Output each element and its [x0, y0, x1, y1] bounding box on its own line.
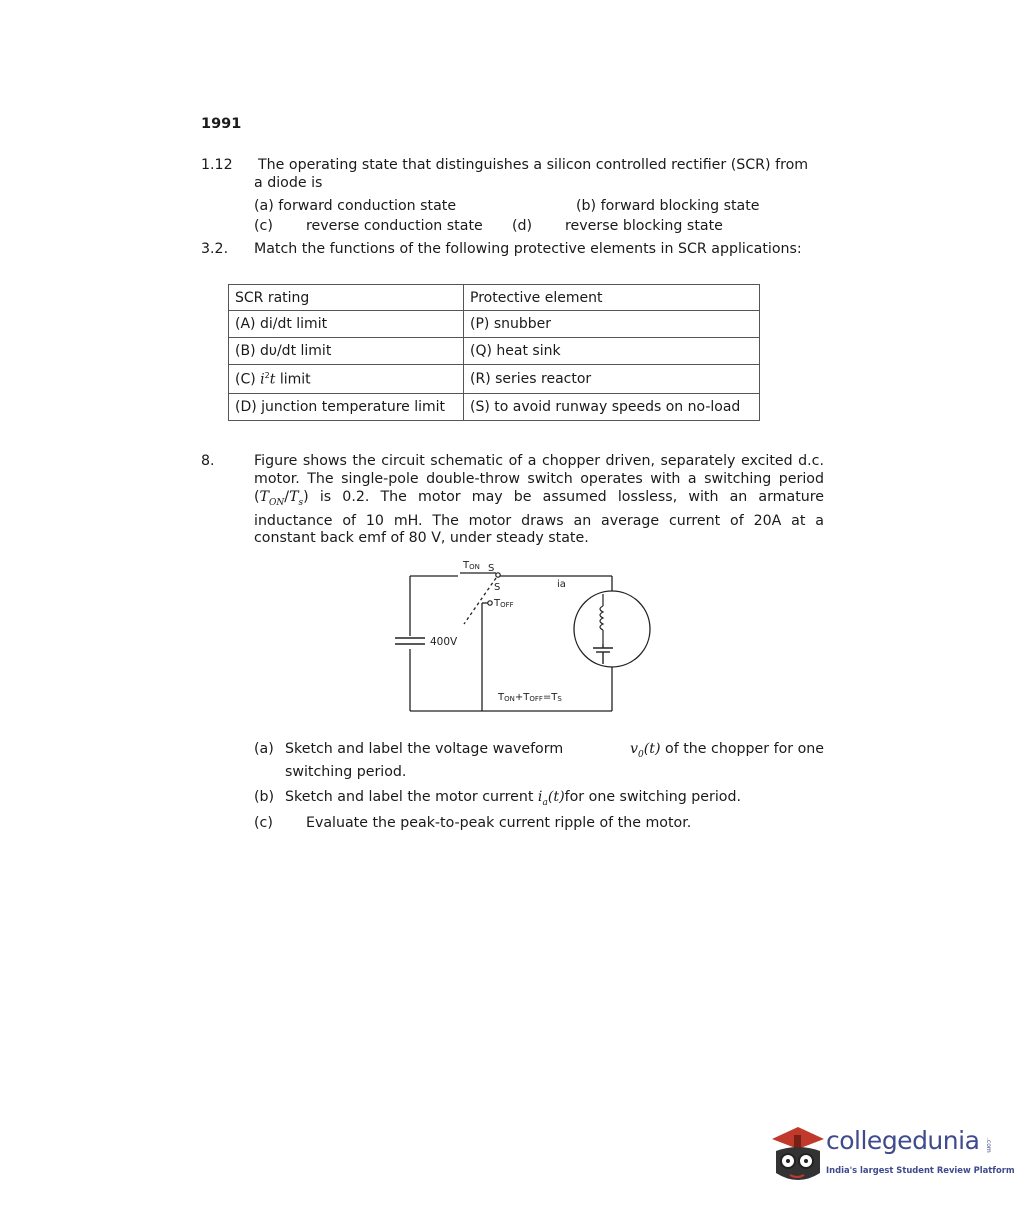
switch-contact-top [496, 573, 500, 577]
label-period-equation: TON+TOFF=TS [498, 692, 562, 703]
part-b-label: (b) [254, 789, 275, 805]
table-row [229, 394, 760, 421]
table-cell-prefix: (C) [235, 371, 261, 388]
option-d-label: (d) [512, 218, 533, 234]
protection-match-table [228, 284, 760, 421]
line3-s: s [298, 497, 304, 508]
logo-tagline: India's largest Student Review Platform [826, 1165, 1015, 1175]
label-ton: TON [463, 560, 480, 571]
table-cell: (S) to avoid runway speeds on no-load [464, 394, 760, 421]
part-a-line1 [285, 741, 824, 760]
table-header-cell: Protective element [464, 285, 760, 311]
label-s-mid: S [494, 582, 501, 593]
option-b: (b) forward blocking state [576, 198, 760, 214]
table-row [229, 365, 760, 394]
logo-wordmark: collegedunia [826, 1126, 980, 1155]
question-8-line5: constant back emf of 80 V, under steady state. [254, 530, 589, 546]
question-number-1-12: 1.12 [201, 157, 233, 173]
motor-symbol [574, 591, 650, 667]
question-8-line2-text: motor. The single-pole double-throw switch operates with a switching period [254, 471, 824, 487]
part-a-t: (t) [643, 741, 661, 757]
part-b-sub: a [542, 797, 548, 808]
battery-symbol [395, 638, 425, 644]
year-heading: 1991 [201, 116, 242, 132]
table-cell: (A) di/dt limit [229, 311, 464, 338]
table-header-cell: SCR rating [229, 285, 464, 311]
part-a-math [630, 741, 824, 760]
part-a-text2: of the chopper for one [665, 741, 824, 757]
question-text-match: Match the functions of the following protective elements in SCR applications: [254, 241, 802, 257]
question-8-line3 [254, 489, 824, 508]
table-cell: (R) series reactor [464, 365, 760, 394]
option-c-label: (c) [254, 218, 273, 234]
question-number-3-2: 3.2. [201, 241, 229, 257]
part-c-label: (c) [254, 815, 273, 831]
table-cell: (P) snubber [464, 311, 760, 338]
part-a-var: v [630, 741, 639, 757]
line3-T: T [259, 489, 270, 505]
question-8-line1 [254, 453, 824, 469]
question-8-line3-flex [254, 489, 824, 508]
part-a-line2: switching period. [285, 764, 407, 780]
part-a-text1: Sketch and label the voltage waveform [285, 741, 564, 757]
chopper-circuit-diagram [390, 556, 670, 720]
table-cell [229, 365, 464, 394]
option-d-text: reverse blocking state [565, 218, 723, 234]
line3-rest: ) is 0.2. The motor may be assumed lossless, with an armature [303, 489, 824, 505]
question-text-line1: The operating state that distinguishes a silicon controlled rectifier (SCR) from [258, 157, 809, 173]
i2t-t: t [269, 371, 276, 388]
question-8-line4-text: inductance of 10 mH. The motor draws an average current of 20A at a [254, 513, 824, 529]
question-8-line1-text: Figure shows the circuit schematic of a chopper driven, separately excited d.c. [254, 453, 824, 469]
part-a-sub: 0 [638, 749, 644, 760]
part-b-var: i [537, 789, 543, 805]
question-8-line2 [254, 471, 824, 487]
i2t-i: i [260, 371, 265, 388]
question-8-line4 [254, 513, 824, 529]
option-a: (a) forward conduction state [254, 198, 457, 214]
option-c-text: reverse conduction state [306, 218, 483, 234]
part-c-text: Evaluate the peak-to-peak current ripple of the motor. [306, 815, 692, 831]
table-cell: (D) junction temperature limit [229, 394, 464, 421]
i2t-limit: limit [275, 371, 311, 388]
label-toff: TOFF [494, 598, 514, 609]
table-header-row [229, 285, 760, 311]
line3-slash: / [284, 489, 290, 505]
label-400v: 400V [430, 636, 458, 648]
part-b-t: (t) [547, 789, 565, 805]
label-ia: ia [557, 579, 566, 590]
line3-fraction [254, 489, 303, 508]
line3-T2: T [289, 489, 299, 505]
logo-com: .com [985, 1138, 992, 1153]
switch-contact-off [488, 601, 492, 605]
table-cell: (Q) heat sink [464, 338, 760, 365]
table-row [229, 338, 760, 365]
part-b-line [285, 789, 741, 808]
label-s-top: S [488, 563, 495, 574]
part-b-text1: Sketch and label the motor current [285, 789, 534, 805]
part-a-line1-flex [285, 741, 824, 760]
table-row [229, 311, 760, 338]
part-a-label: (a) [254, 741, 274, 757]
table-cell: (B) dυ/dt limit [229, 338, 464, 365]
part-b-text2: for one switching period. [564, 789, 741, 805]
question-text-line2: a diode is [254, 175, 323, 191]
question-number-8: 8. [201, 453, 215, 469]
line3-on: ON [269, 497, 285, 508]
i2t-sup: 2 [264, 370, 270, 380]
line3-open: ( [254, 489, 260, 505]
